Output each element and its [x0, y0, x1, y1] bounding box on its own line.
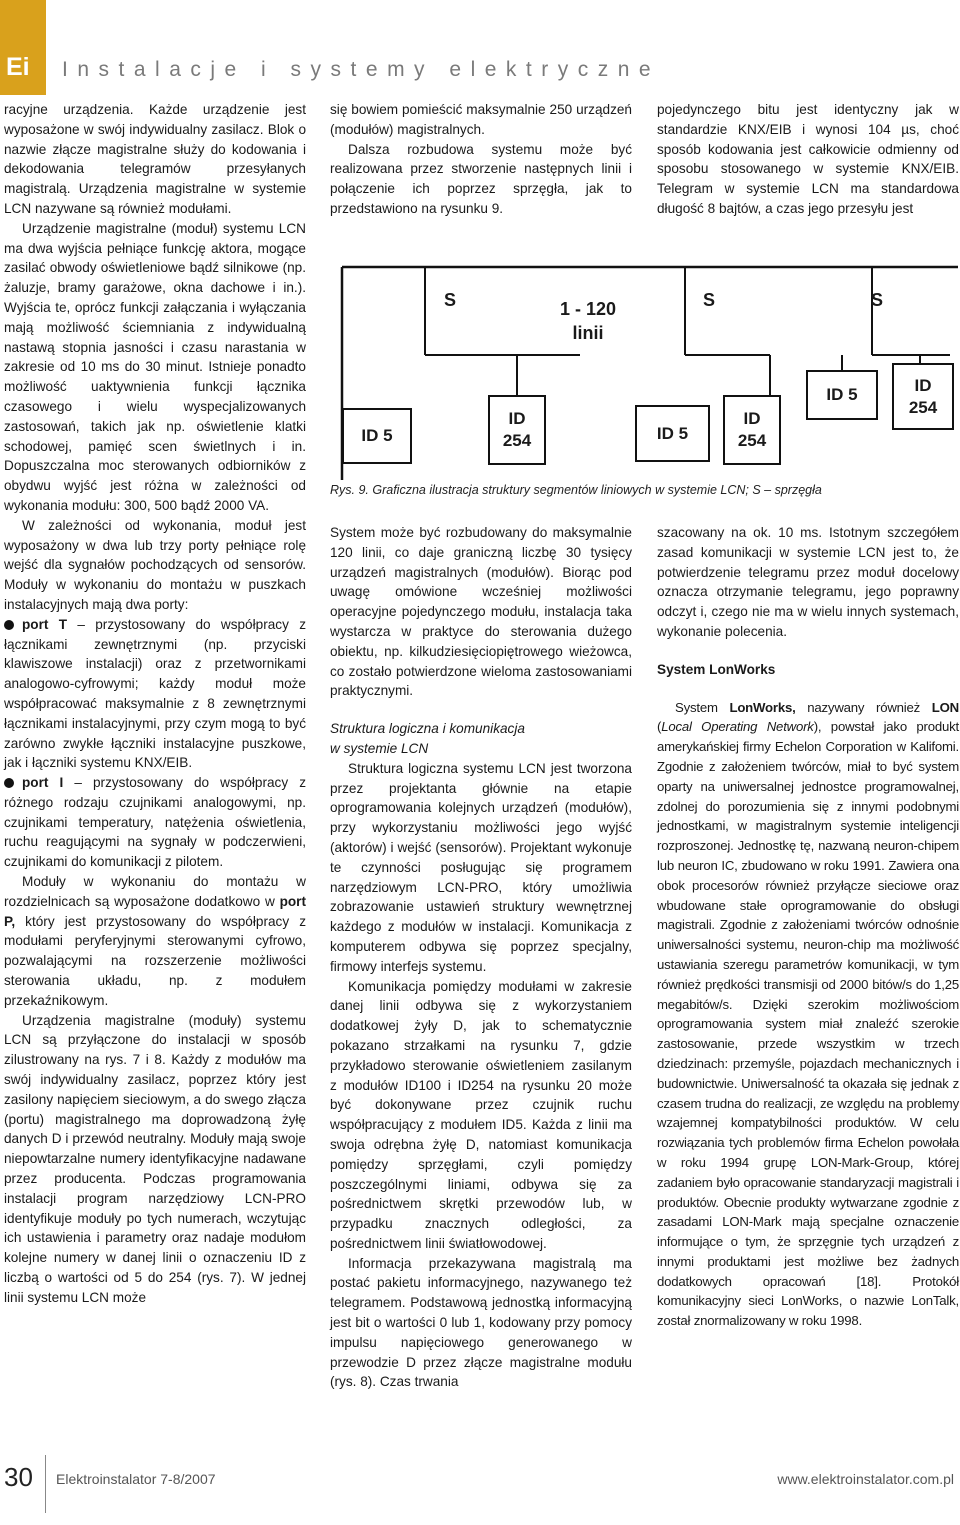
paragraph: się bowiem pomieścić maksymalnie 250 urządzeń (modułów) magistralnych. — [330, 102, 632, 137]
paragraph: W zależności od wykonania, moduł jest wyposażony w dwa lub trzy porty pełniące rolę wejść dla sygnałów pochodzących od sensorów. Moduły w wykonaniu do montażu w puszkach instalacyjnych mają dwa porty: — [4, 517, 306, 612]
module-box-id5: ID 5 — [635, 405, 710, 462]
column-2-bottom — [330, 523, 632, 1392]
paragraph: racyjne urządzenia. Każde urządzenie jest wyposażone w swój indywidualny zasilacz. Blok o nazwie złącze magistralne służy do kodowania i dekodowania telegramów przesyłanych magistralą. Urządzenia magistralne w systemie LCN nazywane są również modułami. — [4, 102, 306, 216]
paragraph: Dalsza rozbudowa systemu może być realizowana przez stworzenie następnych linii i połączenie ich poprzez sprzęgła, jak to przedstawiono na rysunku 9. — [330, 141, 632, 216]
column-3-bottom — [657, 523, 959, 1331]
section-heading: System LonWorks — [657, 661, 776, 677]
coupler-label: S — [871, 290, 884, 310]
bullet-text: – przystosowany do współpracy z łącznikami zewnętrznymi (np. przyciski klawiszowe instalacji) oraz z przetwornikami analogowo-cyfrowymi; każdy moduł może współpracować maksymalnie z 8 zewnętrznymi łącznikami instalacyjnymi, przy czym mogą to być zarówno zwykłe łączniki instalacyjne puszkowe, jak i łączniki systemu KNX/EIB. — [4, 616, 306, 771]
bold-term: LonWorks, — [729, 699, 796, 715]
subheading — [330, 719, 632, 759]
text-run: nazywany również — [795, 699, 932, 715]
paragraph: Informacja przekazywana magistralą ma postać pakietu informacyjnego, nazywanego też telegramem. Podstawową jednostką informacyjną jest bit o wartości 0 lub 1, kodowany przy pomocy impulsu napięciowego generowanego w przewodzie D przez złącze magistralne modułu (rys. 8). Czas trwania — [330, 1255, 632, 1390]
section-title: Instalacje i systemy elektryczne — [62, 58, 661, 81]
text-run: Moduły w wykonaniu do montażu w rozdzielnicach są wyposażone dodatkowo w — [4, 874, 306, 909]
bold-term: LON — [931, 699, 959, 715]
column-2-top — [330, 100, 632, 219]
box-text: ID — [508, 409, 526, 428]
box-text: ID — [743, 409, 761, 428]
module-box-id254 — [892, 363, 954, 430]
paragraph — [657, 698, 959, 1332]
lines-count-label — [552, 297, 624, 345]
paragraph: System może być rozbudowany do maksymalnie 120 linii, co daje graniczną liczbę 30 tysięcy urządzeń magistralnych (modułów). Biorąc pod uwagę omówione wcześniej możliwości operacyjne pojedynczego modułu, instalacja taka wystarcza w praktyce do sterowania dużego obiektu, np. kilkudziesięciopiętrowego wieżowca, co zostało potwierdzone wieloma zastosowaniami praktycznymi. — [330, 525, 632, 699]
subheading-line: Struktura logiczna i komunikacja — [330, 721, 525, 737]
magazine-url: www.elektroinstalator.com.pl — [777, 1471, 954, 1487]
magazine-logo: Ei — [6, 53, 30, 81]
footer-divider — [45, 1455, 46, 1513]
lines-range: 1 - 120 — [559, 299, 617, 319]
paragraph — [4, 872, 306, 1011]
paragraph: pojedynczego bitu jest identyczny jak w standardzie KNX/EIB i wynosi 104 µs, choć sposób kodowania jest całkowicie odmienny od sposobu stosowanego w systemie KNX/EIB. Telegram w systemie LCN ma standardowa długość 8 bajtów, a czas jego przesyłu jest — [657, 102, 959, 216]
paragraph: Urządzenie magistralne (moduł) systemu LCN ma dwa wyjścia pełniące funkcję aktora, mogące zasilać obwody oświetleniowe bądź silnikowe (np. żaluzje, bramy garażowe, okna dachowe i in.). Wyjścia te, oprócz funkcji załączania i wyłączania mają możliwość ściemniania z indywidualną nastawą stopnia jasności i czasu narastania w zakresie od 10 ms do 30 minut. Istnieje ponadto możliwość uaktywnienia funkcji łącznika czasowego i wielu wyspecjalizowanych zastosowań, takich jak np. oświetlenie klatki schodowej, pamięć scen świetlnych i in. Dopuszczalna moc sterowanych odbiorników z obydwu wyjść jest różna w zależności od wykonania modułu: 300, 500 bądź 2000 VA. — [4, 220, 306, 513]
italic-term: Local Operating Network — [661, 719, 814, 735]
box-text: ID — [914, 375, 932, 395]
column-1 — [4, 100, 306, 1308]
paragraph: Struktura logiczna systemu LCN jest tworzona przez projektanta głównie na etapie oprogramowania kolejnych urządzeń (modułów), przy wykorzystaniu możliwości jego wyjść (aktorów) i wejść (sensorów). Projektant wykonuje te czynności posługując się programem narzędziowym LCN-PRO, który umożliwia zobrazowanie ustawień struktury wewnętrznej każdego z modułów w instalacji. Komunikacja z komputerem odbywa się poprzez specjalny, firmowy interfejs systemu. — [330, 760, 632, 974]
coupler-label: S — [444, 290, 457, 310]
bullet-term: port T — [22, 616, 68, 632]
page-number: 30 — [4, 1462, 33, 1492]
paragraph: Urządzenia magistralne (moduły) systemu LCN są przyłączone do instalacji w sposób zilustrowany na rys. 7 i 8. Każdy z modułów ma swój indywidualny zasilacz, poprzez który jest zasilony napięciem sieciowym, a do swego złącza (portu) magistralnego ma doprowadzoną żyłę danych D i przewód neutralny. Moduły mają swoje niepowtarzalne numery identyfikacyjne nadawane przez producenta. Podczas programowania instalacji program narzędziowy LCN-PRO identyfikuje moduły po tych numerach, wczytując ich ustawienia i parametry oraz nadaje modułom kolejne numery w danej linii o oznaczeniu ID z liczbą o wartości od 5 do 254 (rys. 7). W jednej linii systemu LCN może — [4, 1012, 306, 1305]
bullet-item — [4, 615, 306, 773]
bullet-dot-icon — [4, 778, 14, 788]
coupler-label: S — [703, 290, 716, 310]
paragraph: szacowany na ok. 10 ms. Istotnym szczegółem zasad komunikacji w systemie LCN jest to, że potwierdzenie telegramu przez moduł docelowy oznacza otrzymanie telegramu, jego poprawny odczyt i, czego nie ma w wielu innych systemach, wykonanie polecenia. — [657, 525, 959, 639]
text-run: ), powstał jako produkt amerykańskiej firmy Echelon Corporation w Kalifomi. Zgodnie z założeniem twórców, miał to być system oparty na uniwersalnej jednostce programowalnej, zdolnej do porozumienia się z innymi podobnymi jednostkami, w magistralnym systemie inteligencji rozproszonej. Jednostkę tę, nazwaną neuron-chipem lub neuron IC, zbudowano w roku 1991. Zawiera ona obok procesorów również przyłącze sieciowe oraz wbudowane stałe oprogramowanie do obsługi magistrali. Zgodnie z założeniami twórców odnośnie uniwersalności systemu, neuron-chip ma możliwość ustawiania szeregu parametrów komunikacji, w tym również prędkości transmisji od 2000 bitów/s do 1,25 megabitów/s. Dzięki szerokim możliwościom oprogramowania system miał znaleźć szerokie zastosowanie, przede wszystkim w trzech dziedzinach: przemyśle, pojazdach mechanicznych i budownictwie. Uniwersalność ta okazała się jednak z czasem trudna do realizacji, ze względu na problemy wzajemnej kompatybilności produktów. W celu rozwiązania tych problemów firma Echelon powołała w roku 1994 grupę LON-Mark-Group, której zadaniem było opracowanie standaryzacji magistrali i produktów. Obecnie produkty wytwarzane zgodnie z zasadami LON-Mark mają specjalne oznaczenie informujące o tym, że sprzęgnie tych urządzeń z innymi produktami jest możliwe bez żadnych dodatkowych opracowań [18]. Protokół komunikacyjny sieci LonWorks, o nazwie LonTalk, został znormalizowany w roku 1998. — [657, 719, 959, 1329]
figure-caption: Rys. 9. Graficzna ilustracja struktury segmentów liniowych w systemie LCN; S – sprzęgła — [330, 483, 822, 497]
module-box-id5: ID 5 — [342, 408, 412, 464]
box-text: 254 — [502, 431, 532, 450]
text-run: ( — [657, 719, 662, 735]
box-text: 254 — [908, 397, 938, 417]
paragraph: Komunikacja pomiędzy modułami w zakresie danej linii odbywa się z wykorzystaniem dodatkowej żyły D, jak to schematycznie pokazano strzałkami na rysunku 7, gdzie przykładowo sterowanie oświetleniem zasilanym z modułów ID100 i ID254 na rysunku 20 może być dokonywane przez czujnik ruchu współpracujący z modułem ID5. Każda z linii ma swoja odrębna żyłę D, natomiast komunikacja pomiędzy sprzęgłami, czyli pomiędzy poszczególnymi liniami, odbywa się za pośrednictwem skrętki przewodów lub, w przypadku znacznych odległości, za pośrednictwem linii światłowodowej. — [330, 978, 632, 1251]
text-run: System — [675, 699, 730, 715]
subheading-line: w systemie LCN — [330, 740, 429, 756]
bullet-term: port I — [22, 775, 64, 791]
bold-term: port P, — [4, 893, 306, 929]
module-box-id254 — [723, 395, 781, 465]
box-text: 254 — [737, 431, 767, 450]
bullet-item — [4, 773, 306, 872]
bullet-dot-icon — [4, 620, 14, 630]
column-3-top — [657, 100, 959, 219]
lines-word: linii — [572, 323, 604, 343]
module-box-id5: ID 5 — [806, 370, 878, 420]
module-box-id254 — [488, 395, 546, 465]
magazine-issue: Elektroinstalator 7-8/2007 — [56, 1471, 216, 1487]
figure-9-diagram — [330, 245, 960, 480]
text-run: który jest przystosowany do współpracy z modułami peryferyjnymi sterowanymi cyfrowo, pozwalającymi na rozszerzenie możliwości sterowania układu, np. z modułem przekaźnikowym. — [4, 913, 306, 1008]
bullet-text: – przystosowany do współpracy z różnego rodzaju czujnikami analogowymi, np. czujnikami temperatury, natężenia oświetlenia, ruchu reagującymi na sygnały w podczerwieni, czujnikami do komunikacji z pilotem. — [4, 775, 307, 870]
